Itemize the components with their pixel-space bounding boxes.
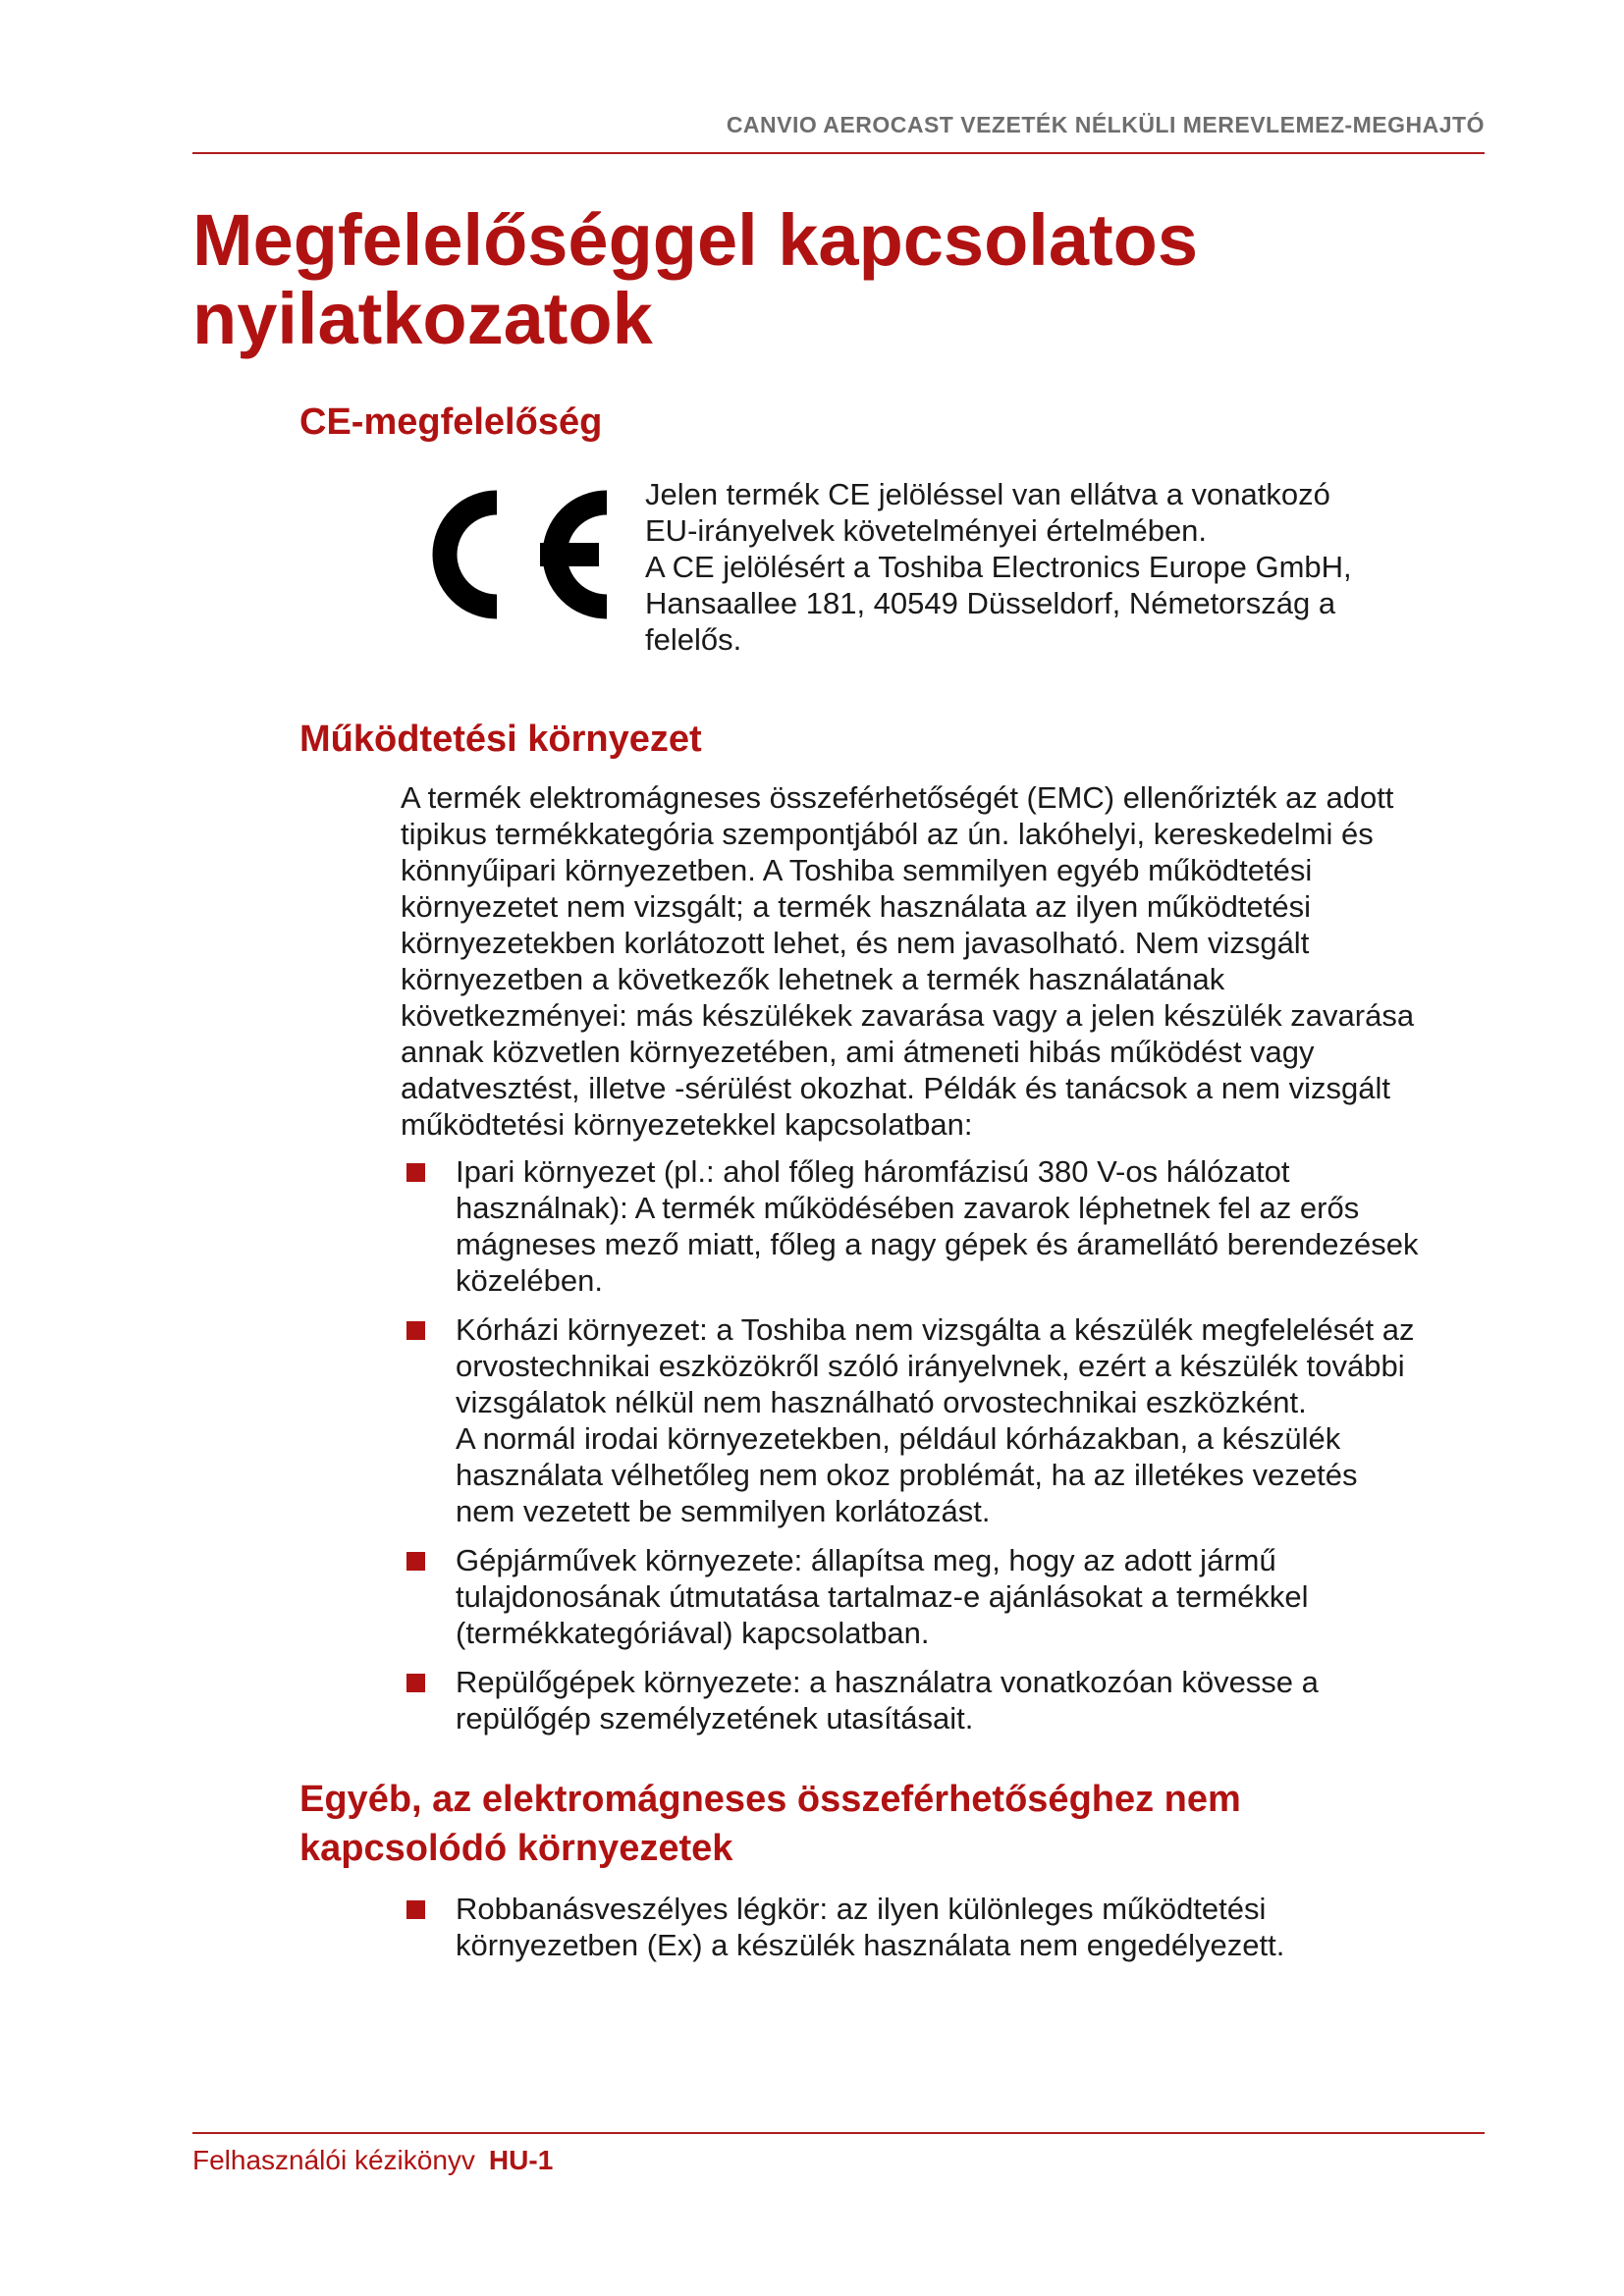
bullet-line: használnak): A termék működésében zavarok léphetnek fel az erős	[456, 1191, 1360, 1225]
emc-bullet-list	[401, 1153, 1490, 1736]
footer-rule	[192, 2132, 1485, 2134]
footer	[192, 2145, 553, 2176]
bullet-line: vizsgálatok nélkül nem használható orvostechnikai eszközként.	[456, 1385, 1307, 1419]
paragraph-line: könnyűipari környezetben. A Toshiba semmilyen egyéb működtetési	[401, 853, 1313, 887]
list-item	[401, 1664, 1490, 1736]
bullet-line: Gépjárművek környezete: állapítsa meg, hogy az adott jármű	[456, 1543, 1276, 1577]
ce-line: EU-irányelvek követelményei értelmében.	[645, 513, 1208, 548]
ce-line: Jelen termék CE jelöléssel van ellátva a vonatkozó	[645, 477, 1330, 511]
bullet-line: repülőgép személyzetének utasításait.	[456, 1701, 974, 1735]
paragraph-line: környezetet nem vizsgált; a termék használata az ilyen működtetési	[401, 889, 1312, 924]
ce-line: felelős.	[645, 622, 742, 657]
bullet-line: környezetben (Ex) a készülék használata nem engedélyezett.	[456, 1928, 1285, 1962]
bullet-line: nem vezetett be semmilyen korlátozást.	[456, 1494, 991, 1528]
other-bullet-list	[401, 1891, 1490, 1963]
paragraph-line: annak közvetlen környezetében, ami átmeneti hibás működést vagy	[401, 1035, 1315, 1069]
bullet-line: Repülőgépek környezete: a használatra vonatkozóan kövesse a	[456, 1665, 1319, 1699]
paragraph-line: A termék elektromágneses összeférhetőségét (EMC) ellenőrizték az adott	[401, 780, 1394, 815]
paragraph-line: következményei: más készülékek zavarása vagy a jelen készülék zavarása	[401, 998, 1415, 1033]
list-item	[401, 1153, 1490, 1299]
paragraph-line: környezetekben korlátozott lehet, és nem javasolható. Nem vizsgált	[401, 926, 1310, 960]
page-number: HU-1	[488, 2145, 554, 2175]
paragraph-line: működtetési környezetekkel kapcsolatban:	[401, 1107, 973, 1142]
running-header: CANVIO AEROCAST VEZETÉK NÉLKÜLI MEREVLEMEZ-MEGHAJTÓ	[726, 112, 1485, 137]
bullet-square-icon	[406, 1900, 425, 1919]
bullet-square-icon	[406, 1674, 425, 1692]
ce-heading: CE-megfelelőség	[299, 401, 603, 443]
other-heading-line-2: kapcsolódó környezetek	[299, 1828, 733, 1869]
page-title	[192, 201, 1469, 358]
paragraph-line: környezetben a következők lehetnek a termék használatának	[401, 962, 1225, 996]
bullet-line: orvostechnikai eszközökről szóló irányelvnek, ezért a készülék további	[456, 1349, 1405, 1383]
bullet-line: Kórházi környezet: a Toshiba nem vizsgálta a készülék megfelelését az	[456, 1312, 1415, 1347]
bullet-square-icon	[406, 1321, 425, 1340]
ce-line: A CE jelölésért a Toshiba Electronics Europe GmbH,	[645, 550, 1352, 584]
bullet-line: közelében.	[456, 1263, 603, 1298]
footer-label: Felhasználói kézikönyv	[192, 2145, 475, 2175]
list-item	[401, 1311, 1490, 1529]
page-title-line-2: nyilatkozatok	[192, 278, 653, 359]
other-heading-line-1: Egyéb, az elektromágneses összeférhetőséghez nem	[299, 1779, 1241, 1820]
bullet-square-icon	[406, 1163, 425, 1182]
bullet-line: A normál irodai környezetekben, például kórházakban, a készülék	[456, 1421, 1341, 1456]
paragraph-line: tipikus termékkategória szempontjából az ún. lakóhelyi, kereskedelmi és	[401, 817, 1374, 851]
page-title-line-1: Megfelelőséggel kapcsolatos	[192, 199, 1199, 281]
list-item	[401, 1891, 1490, 1963]
bullet-line: Robbanásveszélyes légkör: az ilyen különleges működtetési	[456, 1892, 1267, 1926]
bullet-line: mágneses mező miatt, főleg a nagy gépek és áramellátó berendezések	[456, 1227, 1419, 1261]
other-heading	[299, 1775, 1241, 1873]
ce-line: Hansaallee 181, 40549 Düsseldorf, Németország a	[645, 586, 1336, 620]
bullet-square-icon	[406, 1552, 425, 1571]
emc-paragraph	[401, 779, 1481, 1143]
header-rule	[192, 152, 1485, 154]
list-item	[401, 1542, 1490, 1651]
bullet-line: Ipari környezet (pl.: ahol főleg háromfázisú 380 V-os hálózatot	[456, 1154, 1290, 1189]
bullet-line: tulajdonosának útmutatása tartalmaz-e ajánlásokat a termékkel	[456, 1579, 1309, 1614]
emc-heading: Működtetési környezet	[299, 719, 702, 760]
ce-mark-icon	[403, 486, 614, 623]
paragraph-line: adatvesztést, illetve -sérülést okozhat. Példák és tanácsok a nem vizsgált	[401, 1071, 1390, 1105]
bullet-line: (termékkategóriával) kapcsolatban.	[456, 1616, 930, 1650]
bullet-line: használata vélhetőleg nem okoz problémát, ha az illetékes vezetés	[456, 1458, 1358, 1492]
ce-description	[645, 476, 1450, 658]
